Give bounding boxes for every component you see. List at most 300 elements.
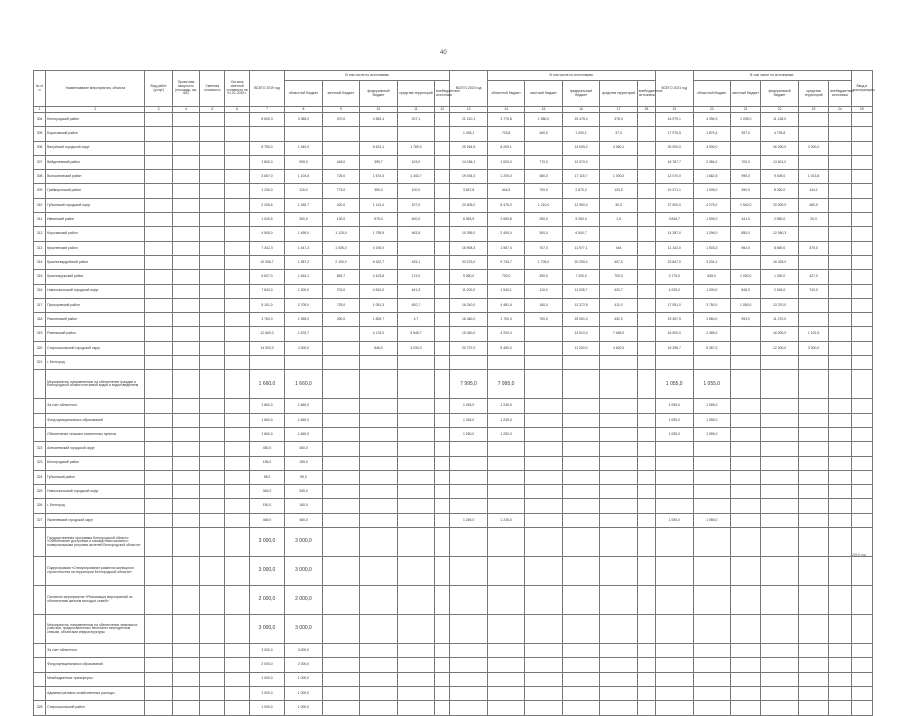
table-cell [200,442,225,456]
table-cell: 110,0 [525,284,562,298]
table-cell [249,356,284,370]
table-cell: 3 300,0 [798,341,828,355]
table-cell: 16 908,3 [450,241,487,255]
row-label: Основное мероприятие «Реализация мероприятий по обеспечению жильем молодых семей» [46,586,145,615]
table-cell: 3 060,1 [600,141,637,155]
table-cell: 207,1 [397,113,434,127]
table-cell [562,672,599,686]
table-cell: 103,0 [397,155,434,169]
table-cell [851,586,872,615]
header-cell: федеральный бюджет [360,81,397,107]
table-cell [761,485,798,499]
table-cell [693,485,730,499]
table-cell [435,370,450,399]
table-cell: 1 000,0 [600,170,637,184]
table-cell [397,528,434,557]
table-cell [435,341,450,355]
table-cell: 305 [34,127,46,141]
table-cell: 12 060,3 [761,227,798,241]
table-cell: 1 560,0 [693,313,730,327]
header-cell: Сметная стоимость [200,71,225,107]
table-cell [829,370,851,399]
table-cell [600,456,637,470]
table-cell [225,255,249,269]
table-cell: 1 340,0 [285,141,322,155]
table-cell: 3 000,0 [249,528,284,557]
table-cell [435,586,450,615]
table-cell [172,255,199,269]
table-cell [600,557,637,586]
header-cell: средства территорий [798,81,828,107]
table-cell [730,499,760,513]
table-cell: 5 545,7 [397,327,434,341]
table-cell: 33 075,0 [450,255,487,269]
table-cell [656,485,693,499]
table-cell [200,184,225,198]
table-cell: 16 296,7 [656,341,693,355]
column-number: 4 [172,107,199,113]
table-cell: 6 322,7 [360,255,397,269]
table-cell: 327 [34,513,46,527]
column-number: 17 [600,107,637,113]
table-cell [851,155,872,169]
table-cell: 2 000,0 [285,658,322,672]
table-cell [145,227,172,241]
table-row [34,327,873,341]
table-cell [829,241,851,255]
table-cell [637,270,655,284]
table-cell [656,644,693,658]
table-cell: 9 050,0 [450,270,487,284]
table-cell [851,485,872,499]
table-cell: 21 210,1 [450,113,487,127]
table-cell [637,586,655,615]
table-cell: 407,0 [600,255,637,269]
table-cell [851,615,872,644]
table-cell: 5 357,0 [693,341,730,355]
table-cell [798,499,828,513]
table-cell [225,341,249,355]
table-cell [656,586,693,615]
table-cell: 4 300,0 [285,341,322,355]
table-cell: 445,0 [322,155,359,169]
table-cell: 1 210,0 [525,198,562,212]
table-cell: 1 055,0 [656,413,693,427]
table-cell [450,644,487,658]
table-cell: 1 055,0 [656,370,693,399]
table-cell [172,513,199,527]
table-cell [730,255,760,269]
table-cell [145,298,172,312]
table-cell [145,499,172,513]
table-cell: 846,0 [730,284,760,298]
table-cell [145,184,172,198]
table-cell [798,370,828,399]
table-cell [360,127,397,141]
header-cell: местный бюджет [730,81,760,107]
table-cell [145,427,172,441]
table-cell [693,456,730,470]
table-cell: 16 325,0 [761,255,798,269]
table-cell [637,658,655,672]
table-cell [145,241,172,255]
table-cell [798,470,828,484]
table-cell [172,298,199,312]
table-row [34,241,873,255]
table-cell [145,672,172,686]
table-cell: 115,0 [285,184,322,198]
table-cell: 5 101,0 [249,298,284,312]
table-cell [360,485,397,499]
table-cell: 2 870,2 [562,184,599,198]
table-cell: 11 142,0 [656,241,693,255]
table-cell: 14 186,1 [450,155,487,169]
table-cell: 10 395,0 [450,227,487,241]
table-cell: 1 660,0 [249,427,284,441]
table-cell [322,528,359,557]
table-cell [600,356,637,370]
table-cell [172,170,199,184]
table-cell [435,442,450,456]
table-cell: 17 115,7 [562,170,599,184]
table-cell [225,470,249,484]
table-cell [851,113,872,127]
column-number: 3 [145,107,172,113]
table-row [34,198,873,212]
table-cell [693,686,730,700]
table-cell: 5 631,1 [360,141,397,155]
row-label: Красненский район [46,241,145,255]
table-cell [761,413,798,427]
table-cell: 4,7 [397,313,434,327]
table-cell [200,413,225,427]
table-cell [798,586,828,615]
row-label: Губкинский район [46,470,145,484]
table-cell [225,672,249,686]
table-cell [225,370,249,399]
table-cell [600,615,637,644]
row-label: За счет областного [46,644,145,658]
table-cell [34,658,46,672]
table-cell: 1 250,0 [487,427,524,441]
table-cell [435,141,450,155]
table-cell [397,499,434,513]
table-cell [435,170,450,184]
table-cell [225,615,249,644]
table-cell: 390,0 [525,270,562,284]
table-cell [487,615,524,644]
table-cell: 702,0 [322,284,359,298]
table-cell [145,141,172,155]
table-row [34,184,873,198]
table-cell: 8 650,0 [761,241,798,255]
table-cell [397,456,434,470]
table-cell [145,528,172,557]
table-cell [225,427,249,441]
table-cell [829,113,851,127]
table-cell [851,170,872,184]
table-cell [637,341,655,355]
table-cell [829,198,851,212]
table-cell: 11 200,0 [562,341,599,355]
table-cell [360,456,397,470]
column-number: 12 [435,107,450,113]
table-cell: 725,0 [322,298,359,312]
table-cell [397,644,434,658]
table-cell [851,127,872,141]
table-cell [637,513,655,527]
table-cell [225,198,249,212]
table-cell: 11 977,1 [562,241,599,255]
table-cell: 995,0 [730,170,760,184]
table-cell [730,686,760,700]
table-cell [730,427,760,441]
table-cell: 465,0 [285,513,322,527]
table-cell [435,241,450,255]
table-cell [285,127,322,141]
table-cell [761,456,798,470]
table-cell [829,586,851,615]
header-group: В том числе по источникам: [487,71,655,81]
table-row [34,586,873,615]
table-cell [360,370,397,399]
table-cell [798,298,828,312]
table-cell [487,557,524,586]
table-cell [637,327,655,341]
table-cell [829,255,851,269]
table-cell [397,470,434,484]
row-label: Валуйский городской округ [46,141,145,155]
table-row [34,113,873,127]
table-cell [172,658,199,672]
header-cell: ВСЕГО 2021 год [656,71,693,107]
table-cell [829,227,851,241]
table-cell [829,470,851,484]
table-cell [829,644,851,658]
table-cell [730,615,760,644]
table-cell [829,298,851,312]
table-cell [637,456,655,470]
table-cell [172,701,199,715]
table-cell [525,399,562,413]
table-cell [562,586,599,615]
table-cell [435,356,450,370]
header-cell: областной бюджет [285,81,322,107]
table-cell [851,313,872,327]
table-cell [360,499,397,513]
table-cell [200,241,225,255]
table-cell: 1 000,0 [285,672,322,686]
table-cell [145,127,172,141]
table-cell [172,270,199,284]
table-cell: 14 005,2 [562,141,599,155]
row-label: Корочанский район [46,227,145,241]
table-cell [637,370,655,399]
table-cell: 4 176,0 [360,327,397,341]
table-cell: 1 055,0 [693,513,730,527]
table-cell [450,485,487,499]
table-row [34,213,873,227]
table-cell: 10 306,7 [249,255,284,269]
table-cell [435,127,450,141]
table-cell [693,442,730,456]
table-cell [360,701,397,715]
row-label: За счет областного [46,399,145,413]
header-group: В том числе по источникам: [285,71,450,81]
table-cell: 3 034,0 [397,341,434,355]
table-cell [600,399,637,413]
table-cell: 1 660,0 [249,370,284,399]
table-cell: 311 [34,213,46,227]
table-cell: 3 000,0 [285,528,322,557]
table-cell: 155,0 [249,456,284,470]
table-cell: 2 000,0 [249,658,284,672]
table-row [34,399,873,413]
table-cell: 1 245,0 [487,513,524,527]
table-cell [525,327,562,341]
table-cell: 10 471,1 [656,184,693,198]
table-cell [637,184,655,198]
table-cell [435,270,450,284]
table-cell [450,701,487,715]
row-label: Мероприятия, направленные на обеспечение земельных участков, предоставленных бесплатно многодетным семьям, объектами инфраструктуры [46,615,145,644]
table-cell [34,672,46,686]
table-cell: 2 485,0 [693,327,730,341]
table-cell [761,427,798,441]
table-cell [225,485,249,499]
table-cell: 2 705,0 [285,298,322,312]
table-cell: 328 [34,701,46,715]
table-cell: 1 005,0 [730,113,760,127]
table-cell: 300,0 [285,213,322,227]
table-cell: 1 113,4 [360,198,397,212]
table-cell: 7 995,0 [487,370,524,399]
table-cell [225,141,249,155]
table-cell: 144,1 [798,184,828,198]
table-cell [200,701,225,715]
table-cell [656,615,693,644]
table-row [34,456,873,470]
table-cell [656,686,693,700]
table-cell: 1 055,0 [656,399,693,413]
table-cell: 17 051,0 [656,298,693,312]
table-cell: 3 000,0 [249,615,284,644]
table-cell [487,470,524,484]
table-cell [435,485,450,499]
table-cell [829,528,851,557]
table-cell: 4 583,4 [360,113,397,127]
row-label: Белгородский район [46,113,145,127]
table-cell [435,513,450,527]
table-cell [637,356,655,370]
table-cell [225,644,249,658]
table-cell [145,557,172,586]
table-cell [525,615,562,644]
table-row [34,356,873,370]
header-cell: ВСЕГО 2020 год [450,71,487,107]
table-row [34,141,873,155]
table-cell: 993,0 [730,313,760,327]
table-cell [322,499,359,513]
table-cell: 4 505,0 [249,227,284,241]
table-cell: 4 103,8 [360,270,397,284]
table-cell: 1 055,0 [693,427,730,441]
table-cell [600,427,637,441]
table-cell: 1 000,1 [562,127,599,141]
table-cell [172,198,199,212]
table-cell [829,270,851,284]
table-cell [225,113,249,127]
table-cell [200,644,225,658]
table-cell: 9 743,7 [487,255,524,269]
table-cell [761,370,798,399]
table-cell [600,686,637,700]
table-cell [637,241,655,255]
table-cell [798,399,828,413]
table-cell: 1 705,0 [525,255,562,269]
table-cell: 1 245,0 [487,399,524,413]
table-cell [145,327,172,341]
table-cell: 95,0 [249,470,284,484]
header-cell: ВСЕГО 2019 год [249,71,284,107]
table-cell [798,644,828,658]
table-cell [225,127,249,141]
table-cell [487,442,524,456]
table-cell: 313 [34,241,46,255]
table-cell [693,557,730,586]
table-cell: 6 540,7 [562,227,599,241]
table-cell [637,213,655,227]
table-cell: 378,0 [600,113,637,127]
table-cell [637,227,655,241]
table-cell [145,198,172,212]
table-cell [798,485,828,499]
table-cell [761,528,798,557]
table-cell: 1 245,0 [450,413,487,427]
table-cell: 314 [34,255,46,269]
table-cell: 3 647,8 [450,184,487,198]
table-cell [829,557,851,586]
table-cell [761,356,798,370]
table-cell [798,356,828,370]
table-row [34,413,873,427]
table-cell: 20 255,0 [562,255,599,269]
table-cell: 1 051,3 [360,298,397,312]
table-cell: 23 847,0 [656,255,693,269]
table-cell [200,399,225,413]
table-cell [200,528,225,557]
table-cell [322,644,359,658]
column-number: 11 [397,107,434,113]
table-cell [637,113,655,127]
table-cell [435,499,450,513]
table-cell [562,557,599,586]
table-cell: 1 660,0 [285,427,322,441]
table-cell [172,686,199,700]
table-cell: 400,0 [397,213,434,227]
table-cell: 16 000,0 [656,327,693,341]
table-cell: 324 [34,470,46,484]
table-cell: 321 [34,356,46,370]
table-cell [761,644,798,658]
table-cell: 12 372,5 [562,298,599,312]
table-cell: 2 000,0 [249,586,284,615]
table-cell: 845,0 [693,270,730,284]
table-cell [450,686,487,700]
table-cell [200,485,225,499]
table-cell: 172,0 [397,270,434,284]
table-cell [798,615,828,644]
